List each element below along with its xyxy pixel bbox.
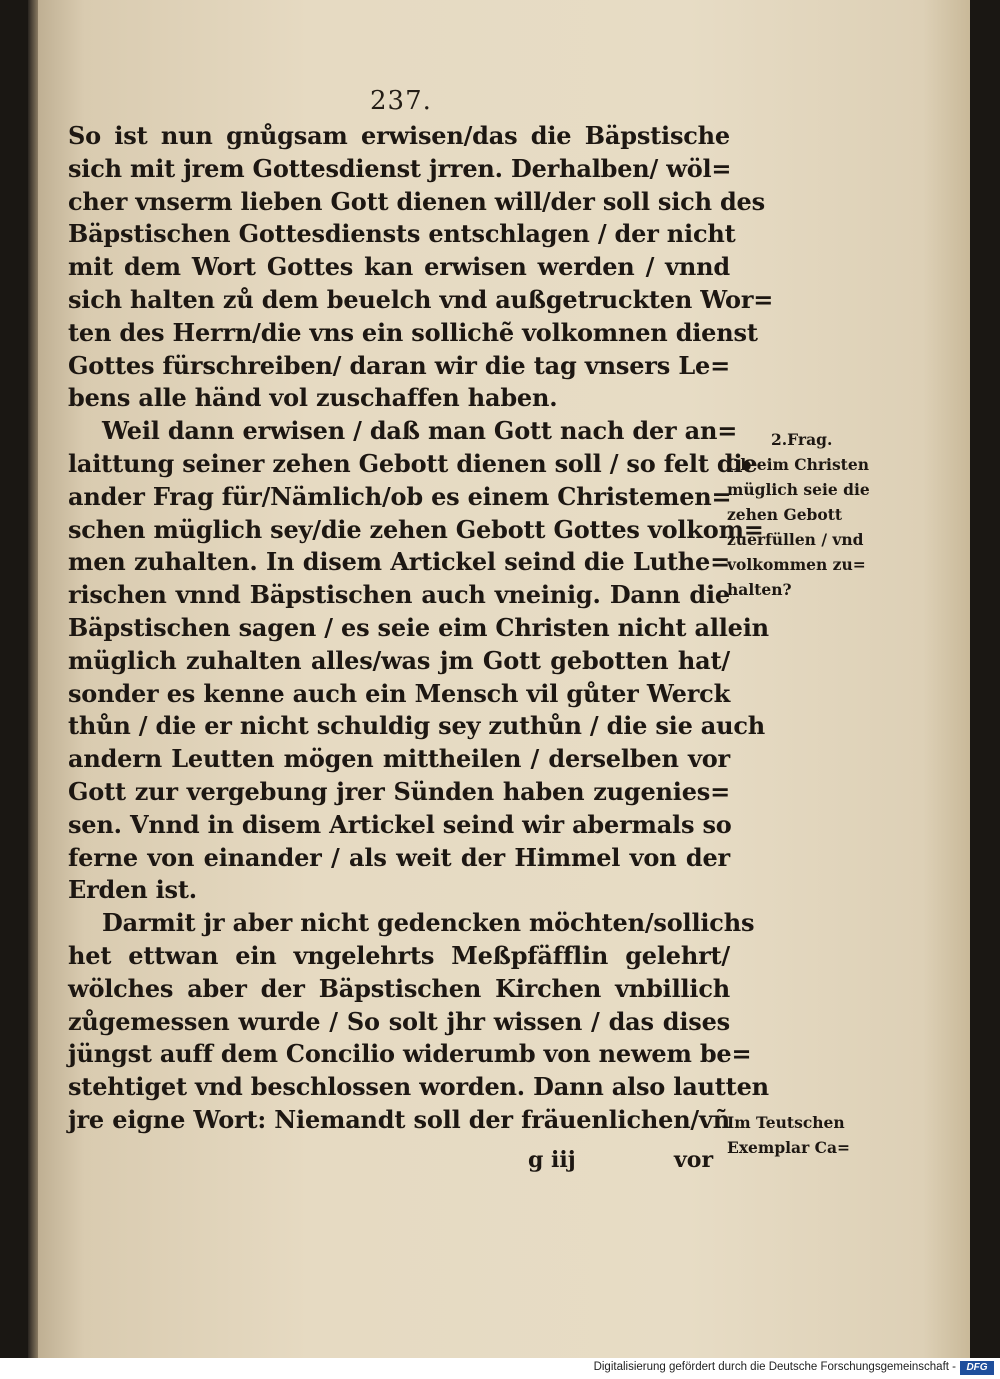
margin-note-line: zehen Gebott [727,505,843,524]
text-line: andern Leutten mögen mittheilen / derselben vor [68,744,730,774]
text-line: sen. Vnnd in disem Artickel seind wir abermals so [68,809,732,839]
text-line: jüngst auff dem Concilio widerumb von newem be= [68,1039,752,1069]
margin-note-line: halten? [727,580,792,599]
margin-note-exemplar [727,1110,887,1160]
text-line: Bäpstischen sagen / es seie eim Christen nicht allein [68,612,769,642]
text-line: Erden ist. [68,875,197,905]
text-line: Darmit jr aber nicht gedencken möchten/sollichs [102,908,755,938]
footer-bar [0,1358,1000,1379]
page-number: 237. [370,86,432,116]
text-line: Weil dann erwisen / daß man Gott nach der an= [102,416,738,446]
text-line: thůn / die er nicht schuldig sey zuthůn / die sie auch [68,711,766,741]
text-line: Gott zur vergebung jrer Sünden haben zugenies= [68,776,730,806]
margin-note-line: Im Teutschen [727,1113,845,1132]
text-line: rischen vnnd Bäpstischen auch vneinig. Dann die [68,580,730,610]
main-text-block [68,120,774,1137]
text-line: bens alle händ vol zuschaffen haben. [68,383,558,413]
margin-note-line: Ob eim Christen [727,455,869,474]
text-line: Bäpstischen Gottesdiensts entschlagen / der nicht [68,219,736,249]
text-line: sich halten zů dem beuelch vnd außgetruckten Wor= [68,284,774,314]
text-line: wölches aber der Bäpstischen Kirchen vnbillich [68,973,730,1003]
text-line: Gottes fürschreiben/ daran wir die tag vnsers Le= [68,350,730,380]
margin-note-line: 2.Frag. [771,430,833,449]
text-line: laittung seiner zehen Gebott dienen soll / so felt die [68,448,758,478]
text-line: zůgemessen wurde / So solt jhr wissen / das dises [68,1006,730,1036]
margin-note-line: volkommen zu= [727,555,866,574]
catchword: vor [674,1147,714,1173]
text-line: cher vnserm lieben Gott dienen will/der soll sich des [68,186,765,216]
text-line: schen müglich sey/die zehen Gebott Gottes volkom= [68,514,764,544]
margin-note-line: Exemplar Ca= [727,1138,851,1157]
margin-note-question [727,427,887,602]
text-line: ander Frag für/Nämlich/ob es einem Christemen= [68,481,732,511]
text-line: stehtiget vnd beschlossen worden. Dann also lautten [68,1072,769,1102]
text-line: ten des Herrn/die vns ein sollichẽ volkomnen dienst [68,317,758,347]
text-line: mit dem Wort Gottes kan erwisen werden / vnnd [68,252,730,282]
text-line: sich mit jrem Gottesdienst jrren. Derhalben/ wöl= [68,153,732,183]
text-line: müglich zuhalten alles/was jm Gott gebotten hat/ [68,645,730,675]
margin-note-line: zuerfüllen / vnd [727,530,864,549]
signature-mark: g iij [528,1147,576,1173]
dfg-logo-icon: DFG [960,1361,994,1375]
margin-note-line: müglich seie die [727,480,870,499]
text-line: sonder es kenne auch ein Mensch vil gůter Werck [68,678,730,708]
text-line: jre eigne Wort: Niemandt soll der fräuenlichen/vñ [68,1104,730,1134]
text-line: men zuhalten. In disem Artickel seind die Luthe= [68,547,730,577]
text-line: het ettwan ein vngelehrts Meßpfäfflin gelehrt/ [68,940,730,970]
page-spine-shadow [28,0,38,1358]
text-line: ferne von einander / als weit der Himmel von der [68,842,730,872]
text-line: So ist nun gnůgsam erwisen/das die Bäpstische [68,121,730,150]
funding-notice: Digitalisierung gefördert durch die Deutsche Forschungsgemeinschaft - [593,1361,956,1373]
